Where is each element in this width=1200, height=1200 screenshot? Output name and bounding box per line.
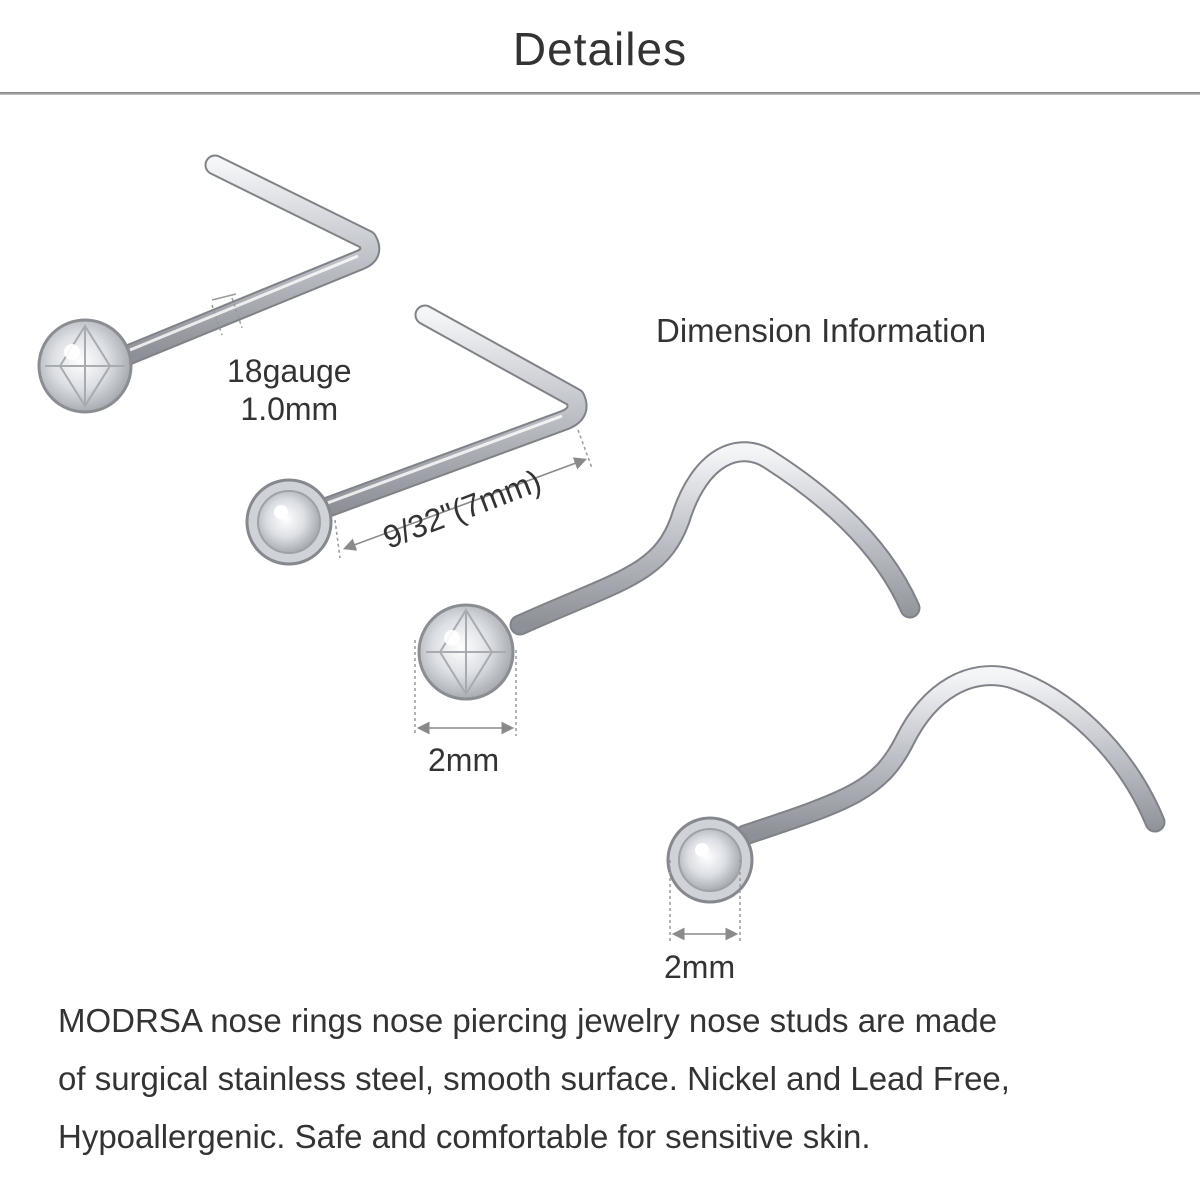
gem-size-label-2: 2mm [664, 949, 736, 985]
gauge-label [227, 352, 352, 428]
bezel-gem-icon [247, 480, 331, 564]
prong-gem-icon [419, 605, 513, 699]
page-title: Detailes [512, 23, 688, 75]
gauge-label-line1: 18gauge [227, 353, 352, 389]
screw-stud-bezel [668, 676, 1155, 902]
gauge-label-line2: 1.0mm [240, 391, 339, 427]
length-label: 9/32"(7mm) [378, 462, 546, 556]
description-line-3: Hypoallergenic. Safe and comfortable for sensitive skin. [58, 1118, 871, 1155]
prong-gem-icon [39, 320, 131, 412]
description-line-1: MODRSA nose rings nose piercing jewelry nose studs are made [58, 1002, 998, 1039]
gem-size-label-1: 2mm [428, 742, 500, 778]
description-line-2: of surgical stainless steel, smooth surface. Nickel and Lead Free, [58, 1060, 1010, 1097]
dimension-info-heading: Dimension Information [656, 312, 987, 349]
product-description [58, 992, 1168, 1166]
